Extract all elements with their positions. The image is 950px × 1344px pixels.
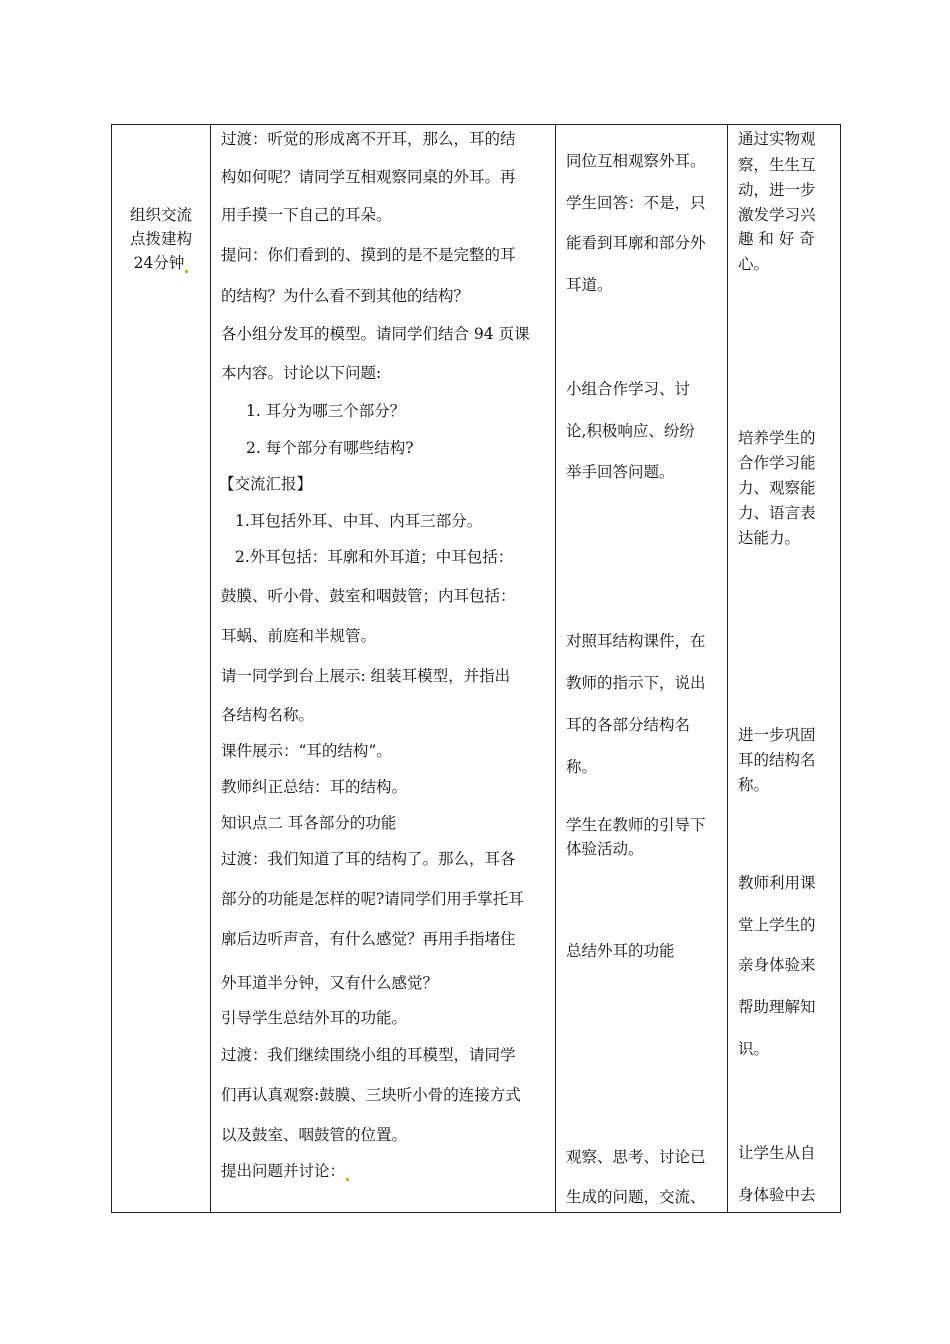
text-line: 教师利用课	[738, 874, 816, 892]
text-line: 察，生生互	[738, 156, 816, 174]
text-line: 用手摸一下自己的耳朵。	[221, 206, 392, 224]
text-line: 生成的问题，交流、	[566, 1188, 706, 1206]
text-line: 鼓膜、听小骨、鼓室和咽鼓管；内耳包括：	[221, 587, 516, 605]
text-line: 们再认真观察:鼓膜、三块听小骨的连接方式	[221, 1086, 521, 1104]
text-line: 过渡：我们知道了耳的结构了。那么，耳各	[221, 850, 516, 868]
text-line: 体验活动。	[566, 840, 644, 858]
text-line: 耳的结构名	[738, 751, 816, 769]
text-line: 请一同学到台上展示: 组装耳模型，并指出	[221, 667, 511, 685]
text-line: 小组合作学习、讨	[566, 380, 691, 398]
text-line: 举手回答问题。	[566, 463, 675, 481]
stage-line: 点拨建构	[129, 230, 192, 248]
text-line: 帮助理解知	[738, 998, 816, 1016]
student-activity-cell	[556, 125, 728, 1213]
table-row	[112, 125, 841, 1213]
text-line: 力、观察能	[738, 479, 816, 497]
text-line: 通过实物观	[738, 130, 816, 148]
text-line: 趣 和 好 奇	[738, 230, 815, 248]
text-line: 称。	[566, 758, 598, 776]
text-line: 1.耳包括外耳、中耳、内耳三部分。	[235, 512, 483, 530]
text-line: 合作学习能	[738, 454, 816, 472]
text-line: 廓后边听声音，有什么感觉？再用手指堵住	[221, 930, 516, 948]
text-line: 各小组分发耳的模型。请同学们结合 94 页课	[221, 325, 530, 343]
text-line: 过渡：听觉的形成离不开耳，那么，耳的结	[221, 130, 516, 148]
text-line: 识。	[738, 1040, 770, 1058]
text-line: 以及鼓室、咽鼓管的位置。	[221, 1126, 408, 1144]
text-line: 激发学习兴	[738, 206, 816, 224]
text-line: 课件展示：“耳的结构”。	[221, 742, 392, 760]
text-line: 本内容。讨论以下问题:	[221, 364, 382, 382]
lesson-plan-table	[111, 124, 841, 1213]
section-heading: 知识点二 耳各部分的功能	[221, 814, 397, 832]
text-line: 同位互相观察外耳。	[566, 152, 706, 170]
section-heading: 【交流汇报】	[219, 475, 313, 493]
text-line: 教师纠正总结：耳的结构。	[221, 778, 408, 796]
text-line: 对照耳结构课件，在	[566, 632, 706, 650]
text-line: 堂上学生的	[738, 916, 816, 934]
text-line: 过渡：我们继续围绕小组的耳模型，请同学	[221, 1046, 516, 1064]
stage-line: 组织交流	[129, 206, 192, 224]
text-line: 各结构名称。	[221, 706, 315, 724]
text-line: 让学生从自	[738, 1144, 816, 1162]
stage-cell	[112, 125, 211, 1213]
text-line: 论,积极响应、纷纷	[566, 422, 695, 440]
text-line: 引导学生总结外耳的功能。	[221, 1009, 408, 1027]
question-item: 1. 耳分为哪三个部分？	[246, 402, 406, 420]
text-line: 总结外耳的功能	[566, 942, 675, 960]
text-line: 提问：你们看到的、摸到的是不是完整的耳	[221, 246, 516, 264]
text-line: 耳道。	[566, 276, 613, 294]
text-line: 达能力。	[738, 529, 801, 547]
design-purpose-cell	[728, 125, 841, 1213]
text-line: 能看到耳廓和部分外	[566, 234, 706, 252]
text-line: 耳蜗、前庭和半规管。	[221, 627, 377, 645]
text-line: 动，进一步	[738, 181, 816, 199]
question-item: 2. 每个部分有哪些结构?	[246, 439, 414, 457]
text-line: 部分的功能是怎样的呢?请同学们用手掌托耳	[221, 890, 524, 908]
text-line: 的结构？为什么看不到其他的结构？	[221, 287, 470, 305]
text-line: 称。	[738, 776, 770, 794]
text-line: 学生回答：不是，只	[566, 194, 706, 212]
text-line: 身体验中去	[738, 1186, 816, 1204]
text-line: 2.外耳包括：耳廓和外耳道；中耳包括：	[235, 548, 514, 566]
text-line: 耳的各部分结构名	[566, 716, 691, 734]
text-line: 教师的指示下，说出	[566, 674, 706, 692]
text-line: 外耳道半分钟，又有什么感觉？	[221, 974, 439, 992]
text-line: 培养学生的	[738, 429, 816, 447]
text-line: 提出问题并讨论：	[221, 1161, 349, 1181]
text-line: 力、语言表	[738, 504, 816, 522]
text-line: 学生在教师的引导下	[566, 816, 706, 834]
text-line: 亲身体验来	[738, 956, 816, 974]
text-line: 心。	[738, 255, 770, 273]
teacher-activity-cell	[211, 125, 556, 1213]
text-line: 进一步巩固	[738, 726, 816, 744]
text-line: 构如何呢？请同学互相观察同桌的外耳。再	[221, 168, 516, 186]
stage-time: 24分钟	[112, 253, 210, 273]
text-line: 观察、思考、讨论已	[566, 1148, 706, 1166]
